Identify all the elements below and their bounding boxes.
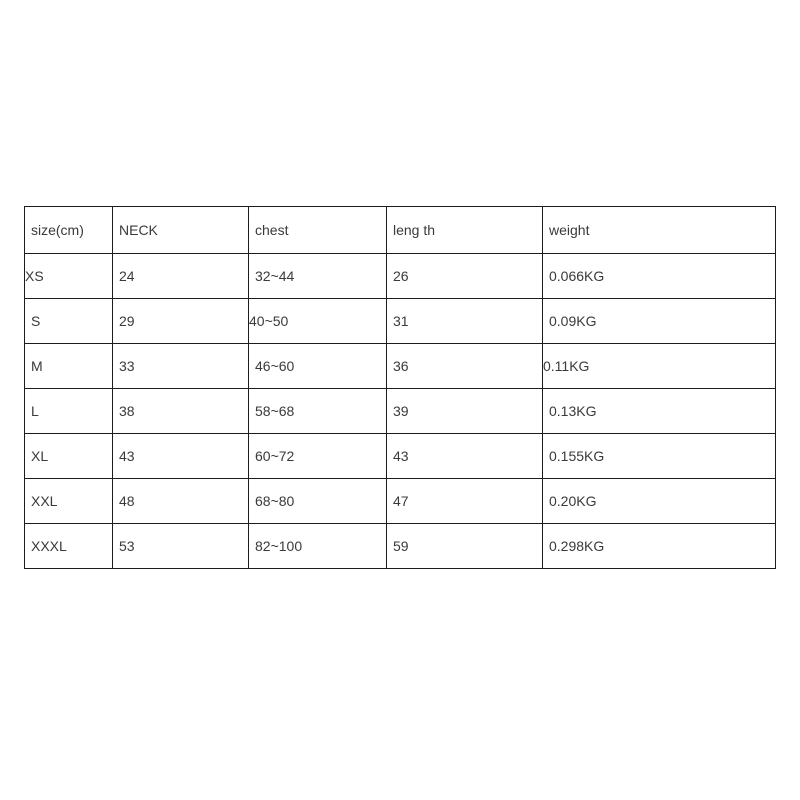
header-chest: chest <box>249 207 387 254</box>
cell-neck: 29 <box>113 299 249 344</box>
cell-chest: 46~60 <box>249 344 387 389</box>
header-neck: NECK <box>113 207 249 254</box>
cell-weight: 0.09KG <box>543 299 776 344</box>
cell-neck: 43 <box>113 434 249 479</box>
cell-length: 59 <box>387 524 543 569</box>
cell-chest: 60~72 <box>249 434 387 479</box>
cell-weight: 0.13KG <box>543 389 776 434</box>
cell-neck: 24 <box>113 254 249 299</box>
cell-neck: 48 <box>113 479 249 524</box>
table-row <box>25 524 776 569</box>
cell-length: 47 <box>387 479 543 524</box>
cell-chest: 40~50 <box>249 299 387 344</box>
cell-size: XS <box>25 254 113 299</box>
cell-neck: 33 <box>113 344 249 389</box>
cell-length: 26 <box>387 254 543 299</box>
table-header-row <box>25 207 776 254</box>
cell-weight: 0.20KG <box>543 479 776 524</box>
cell-size: L <box>25 389 113 434</box>
header-length: leng th <box>387 207 543 254</box>
size-chart-table <box>24 206 776 569</box>
table-row <box>25 299 776 344</box>
cell-length: 31 <box>387 299 543 344</box>
table-row <box>25 434 776 479</box>
cell-length: 39 <box>387 389 543 434</box>
cell-size: XXXL <box>25 524 113 569</box>
cell-chest: 32~44 <box>249 254 387 299</box>
cell-chest: 68~80 <box>249 479 387 524</box>
cell-neck: 38 <box>113 389 249 434</box>
cell-length: 43 <box>387 434 543 479</box>
cell-weight: 0.066KG <box>543 254 776 299</box>
cell-size: S <box>25 299 113 344</box>
cell-weight: 0.155KG <box>543 434 776 479</box>
table-row <box>25 344 776 389</box>
cell-size: XXL <box>25 479 113 524</box>
table-row <box>25 479 776 524</box>
header-size: size(cm) <box>25 207 113 254</box>
table-row <box>25 254 776 299</box>
cell-chest: 58~68 <box>249 389 387 434</box>
cell-size: M <box>25 344 113 389</box>
cell-neck: 53 <box>113 524 249 569</box>
cell-length: 36 <box>387 344 543 389</box>
header-weight: weight <box>543 207 776 254</box>
table-row <box>25 389 776 434</box>
cell-weight: 0.11KG <box>543 344 776 389</box>
cell-weight: 0.298KG <box>543 524 776 569</box>
cell-chest: 82~100 <box>249 524 387 569</box>
cell-size: XL <box>25 434 113 479</box>
